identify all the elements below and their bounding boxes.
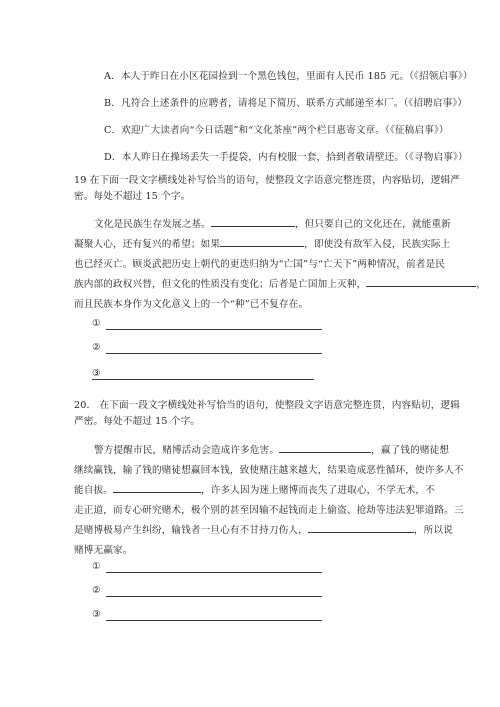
answer-line[interactable]: [92, 379, 314, 380]
q18-option-d: D．本人昨日在操场丢失一手提袋，内有校服一套，拾到者敬请壁还。（《寻物启事》）: [104, 152, 468, 163]
answer-line[interactable]: [106, 596, 322, 597]
q19-passage-line-5: 而且民族本身作为文化意义上的一个“种”已不复存在。: [74, 299, 309, 310]
answer-line[interactable]: [106, 620, 322, 621]
q20-passage-line-3: [74, 482, 435, 496]
answer-marker: ②: [92, 585, 101, 596]
q20-text: 是赌博极易产生纠纷，输钱者一旦心有不甘持刀伤人，: [74, 525, 308, 536]
q19-blank-3[interactable]: [366, 277, 476, 287]
q19-text: 凝聚人心，还有复兴的希望；如果: [74, 239, 221, 250]
q19-text: 文化是民族生存发展之基。: [94, 219, 211, 230]
q18-option-a: A．本人于昨日在小区花园捡到一个黑色钱包，里面有人民币 185 元。（《招领启事》）: [104, 71, 473, 82]
q20-answer-2: [92, 585, 101, 596]
q20-prompt-line-1: 20． 在下面一段文字横线处补写恰当的语句，使整段文字语意完整连贯，内容贴切，逻辑: [74, 400, 460, 411]
answer-line[interactable]: [106, 353, 322, 354]
q19-blank-1[interactable]: [211, 217, 295, 227]
q19-passage-line-4: [74, 276, 486, 290]
answer-line[interactable]: [106, 572, 322, 573]
q19-prompt-line-1: 19 在下面一段文字横线处补写恰当的语句，使整段文字语意完整连贯，内容贴切，逻辑严: [74, 175, 460, 186]
q20-passage-line-1: [94, 442, 449, 456]
q20-passage-line-5: [74, 522, 453, 536]
q19-passage-line-1: [94, 216, 451, 230]
q19-answer-2: [92, 342, 101, 353]
q20-passage-line-2: 继续赢钱，输了钱的赌徒想赢回本钱，致使赌注越来越大，结果造成恶性循环，使许多人不: [74, 465, 464, 476]
q19-passage-line-2: [74, 236, 450, 250]
q20-text: ，许多人因为迷上赌博而丧失了进取心，不学无术，不: [200, 485, 435, 496]
answer-line[interactable]: [106, 329, 322, 330]
q20-blank-3[interactable]: [308, 523, 414, 533]
answer-marker: ③: [92, 609, 101, 620]
q19-blank-2[interactable]: [220, 237, 304, 247]
answer-marker: ③: [92, 368, 101, 379]
q20-blank-2[interactable]: [113, 483, 201, 493]
q20-text: ，赢了钱的赌徒想: [371, 445, 450, 456]
q20-text: 能自拔。: [74, 485, 113, 496]
q20-passage-line-6: 赌博无赢家。: [74, 545, 133, 556]
q18-option-b: B．凡符合上述条件的应聘者，请将足下简历、联系方式邮递至本厂。（《招聘启事》）: [104, 98, 468, 109]
q20-answer-1: [92, 561, 101, 572]
q20-answer-3: [92, 609, 101, 620]
answer-marker: ②: [92, 342, 101, 353]
q19-text: ，但只要自己的文化还在，就能重新: [294, 219, 451, 230]
q20-text: ，所以说: [413, 525, 453, 536]
q19-text: 族内部的政权兴替，但文化的性质没有变化；后者是亡国加上灭种，: [74, 279, 367, 290]
q18-option-c: C．欢迎广大读者向“今日话题”和“文化茶座”两个栏目惠寄文章。（《征稿启事》）: [104, 125, 449, 136]
answer-marker: ①: [92, 318, 101, 329]
q19-text: ，即使没有敌军入侵，民族实际上: [304, 239, 451, 250]
q19-passage-line-3: 也已经灭亡。顾炎武把历史上朝代的更迭归纳为“亡国”与“亡天下”两种情况，前者是民: [74, 259, 445, 270]
q20-text: 警方提醒市民，赌博活动会造成许多危害。: [94, 445, 280, 456]
answer-marker: ①: [92, 561, 101, 572]
q19-answer-3: [92, 368, 101, 379]
q20-prompt-line-2: 严密。每处不超过 15 个字。: [74, 416, 201, 427]
q20-blank-1[interactable]: [279, 443, 371, 453]
q20-passage-line-4: 走正道，而专心研究赌术，极个别的甚至因输不起钱而走上偷盗、抢劫等违法犯罪道路。三: [74, 505, 464, 516]
q19-answer-1: [92, 318, 101, 329]
q19-text: ，: [476, 279, 487, 290]
q19-prompt-line-2: 密。每处不超过 15 个字。: [74, 191, 191, 202]
